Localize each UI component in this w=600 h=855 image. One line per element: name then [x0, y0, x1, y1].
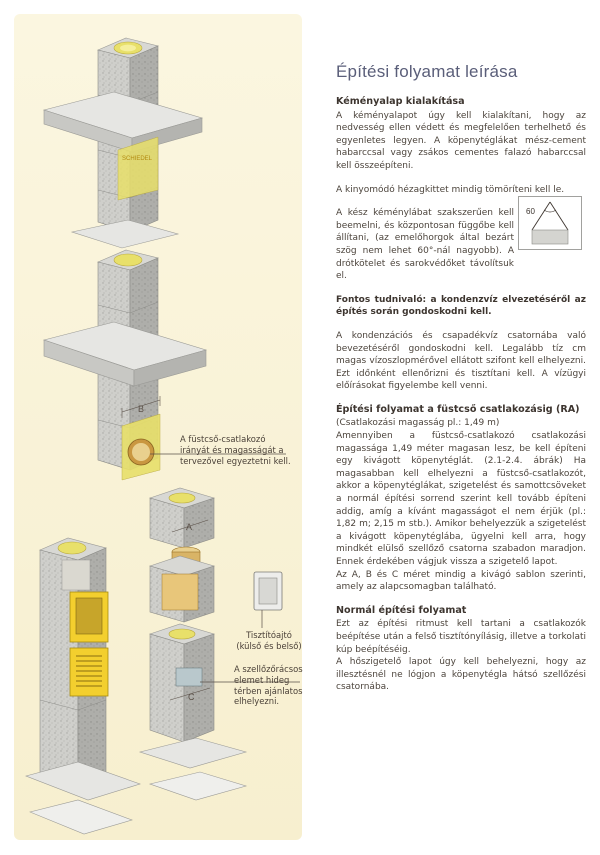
instructions-column — [336, 96, 586, 705]
dimension-a-label: A — [186, 522, 193, 532]
cleaning-door-detail — [254, 572, 282, 610]
paragraph: Ezt az építési ritmust kell tartani a csatlakozók beépítése után a felső tisztítónyílásig, illetve a torkolati kúp beépítéséig. — [336, 619, 586, 655]
cleaning-door-callout: Tisztítóajtó (külső és belső) — [236, 630, 302, 651]
vent-grille-graphic — [70, 648, 108, 696]
vent-grille-callout: A szellőzőrácsos elemet hideg térben ajánlatos elhelyezni. — [234, 664, 303, 707]
page-title: Építési folyamat leírása — [336, 62, 518, 81]
section-heading-condensate: Fontos tudnivaló: a kondenzvíz elvezetéséről az építés során gondoskodni kell. — [336, 294, 586, 318]
lower-left-chimney — [26, 538, 140, 834]
dimension-b-label: B — [138, 404, 145, 414]
paragraph: Amennyiben a füstcső-csatlakozó csatlakozási magassága 1,49 méter magasan lesz, be kell építeni egy kivágott köpenytéglát. (2.1-2.4. ábrák) Ha magasabban kell elhelyezni a füstcső-csatlakozót, akkor a köpenytéglákat, szigetelést és samottcsöveket a normál építési sorrend szerint kell tovább építeni addig, amíg a kívánt magasságot el nem érjük (pl.: 1,82 m; 2,15 m stb.). Amikor behelyezzük a szigetelést a kivágott köpenytéglába, ügyelni kell arra, hogy mindkét elülső szellőző csatorna szabadon maradjon. Ennek érdekében vágjuk vissza a szigetelő lapot. — [336, 431, 586, 567]
paragraph: A hőszigetelő lapot úgy kell behelyezni, hogy az illesztésnél ne lógjon a köpenytégla hátsó szellőzési csatornába. — [336, 657, 586, 693]
paragraph: Az A, B és C méret mindig a kivágó sablon szerinti, amely az alapcsomagban található. — [336, 569, 586, 593]
section-heading-foundation: Kéményalap kialakítása — [336, 96, 465, 107]
paragraph: A kéményalapot úgy kell kialakítani, hogy az nedvesség ellen védett és megfelelően terhelhető és egyenletes legyen. A köpenytéglákat mész-cement habarccsal vagy zsákos cementes falazó habarccsal kell összeépíteni. — [336, 110, 586, 171]
paragraph: A kinyomódó hézagkittet mindig tömöríteni kell le. — [336, 184, 565, 195]
section-heading-flue-connection: Építési folyamat a füstcső csatlakozásig (RA) — [336, 403, 580, 415]
paragraph: (Csatlakozási magasság pl.: 1,49 m) — [336, 418, 500, 429]
dimension-c-label: C — [188, 692, 195, 702]
block-brand-text: SCHIEDEL — [122, 156, 153, 162]
paragraph: A kondenzációs és csapadékvíz csatornába való bevezetéséről gondoskodni kell. Legalább tíz cm magas vízoszlopmérővel ellátott szifont kell elhelyezni. Ezt időnként ellenőrizni és tisztítani kell. A vízügyi előírásokat figyelembe kell venni. — [336, 330, 586, 392]
angle-label: 60 — [526, 207, 535, 216]
upper-chimney-stack — [44, 38, 202, 248]
exploded-components — [140, 488, 246, 800]
flue-connector-callout: A füstcső-csatlakozó irányát és magasságát a tervezővel egyeztetni kell. — [180, 434, 291, 466]
paragraph: A kész kéménylábat szakszerűen kell beemelni, és központosan függőbe kell állítani, (az emelőhorgok által bezárt szög nem lehet 60°-nál nagyobb). A drótkötelet és sarokvédőket távolítsuk el. — [336, 208, 514, 282]
section-heading-normal-build: Normál építési folyamat — [336, 604, 467, 616]
